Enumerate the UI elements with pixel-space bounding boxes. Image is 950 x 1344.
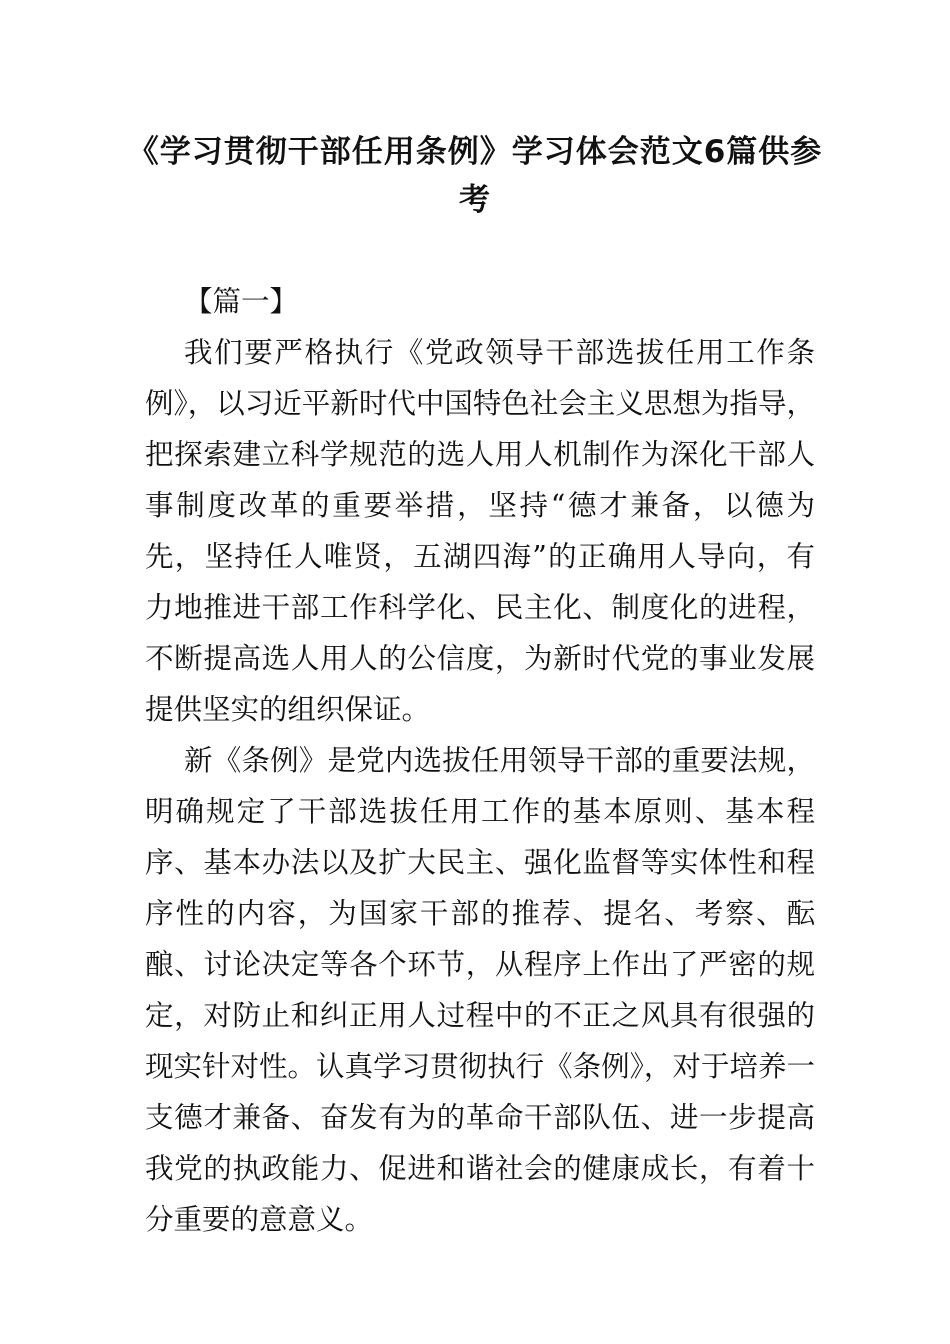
paragraph-2: 新《条例》是党内选拔任用领导干部的重要法规，明确规定了干部选拔任用工作的基本原则、基本程序、基本办法以及扩大民主、强化监督等实体性和程序性的内容，为国家干部的推荐、提名、考察、酝酿、讨论决定等各个环节，从程序上作出了严密的规定，对防止和纠正用人过程中的不正之风具有很强的现实针对性。认真学习贯彻执行《条例》，对于培养一支德才兼备、奋发有为的革命干部队伍、进一步提高我党的执政能力、促进和谐社会的健康成长，有着十分重要的意意义。: [145, 744, 815, 1236]
document-body: [145, 276, 815, 1245]
document-title: 《学习贯彻干部任用条例》学习体会范文6篇供参考: [127, 134, 823, 218]
section-label: 【篇一】: [184, 285, 299, 318]
paragraph-1: 我们要严格执行《党政领导干部选拔任用工作条例》，以习近平新时代中国特色社会主义思想为指导，把探索建立科学规范的选人用人机制作为深化干部人事制度改革的重要举措，坚持“德才兼备，以德为先，坚持任人唯贤，五湖四海”的正确用人导向，有力地推进干部工作科学化、民主化、制度化的进程，不断提高选人用人的公信度，为新时代党的事业发展提供坚实的组织保证。: [145, 336, 815, 726]
